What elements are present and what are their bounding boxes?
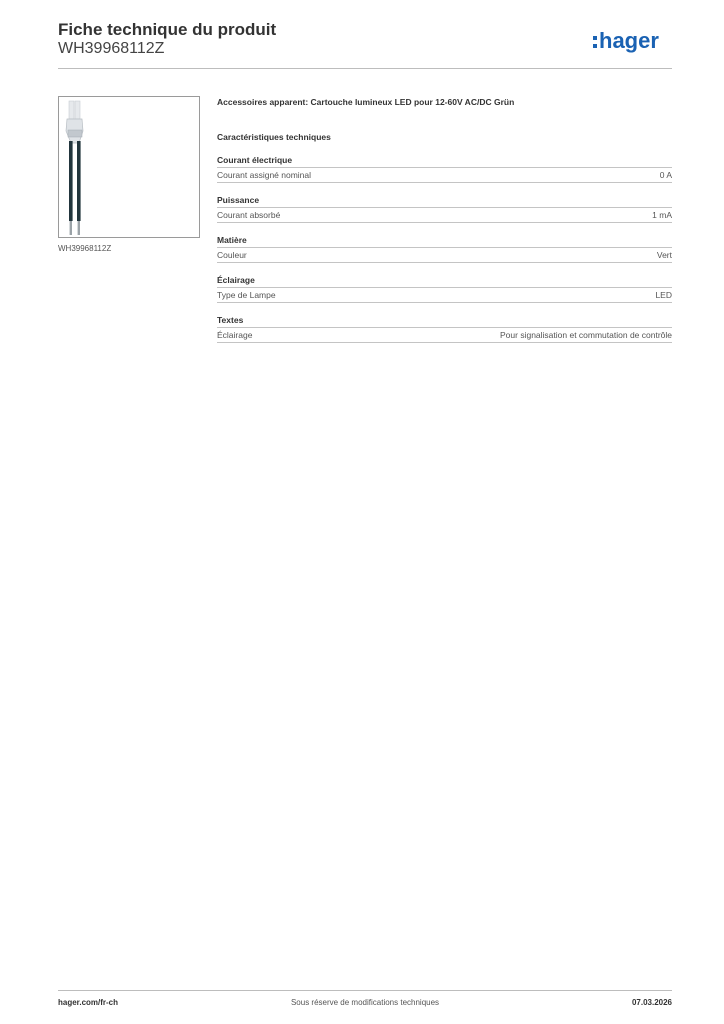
spec-value: LED <box>655 290 672 300</box>
logo-dot-bottom <box>593 44 597 48</box>
footer-divider <box>58 990 672 991</box>
footer-website-link[interactable]: hager.com/fr-ch <box>58 998 119 1007</box>
spec-row <box>217 168 672 183</box>
hager-logo <box>591 26 675 56</box>
spec-value: 1 mA <box>652 210 672 220</box>
spec-group-title: Courant électrique <box>217 155 672 168</box>
spec-label: Courant absorbé <box>217 210 281 220</box>
spec-row <box>217 288 672 303</box>
product-image <box>58 96 200 238</box>
section-title: Caractéristiques techniques <box>217 132 331 142</box>
spec-group-textes <box>217 315 672 343</box>
footer-date: 07.03.2026 <box>631 998 672 1007</box>
header-divider <box>58 68 672 69</box>
page-title: Fiche technique du produit <box>58 20 277 39</box>
spec-row <box>217 208 672 223</box>
spec-label: Courant assigné nominal <box>217 170 312 180</box>
spec-label: Type de Lampe <box>217 290 276 300</box>
product-details <box>217 96 672 343</box>
spec-group-title: Textes <box>217 315 672 328</box>
spec-row <box>217 328 672 343</box>
spec-group-title: Matière <box>217 235 672 248</box>
logo-text: hager <box>599 28 659 53</box>
spec-group-matiere <box>217 235 672 263</box>
footer-disclaimer: Sous réserve de modifications techniques <box>290 998 440 1007</box>
spec-group-puissance <box>217 195 672 223</box>
spec-row <box>217 248 672 263</box>
product-description: Accessoires apparent: Cartouche lumineux LED pour 12-60V AC/DC Grün <box>217 97 515 107</box>
image-caption: WH39968112Z <box>58 244 112 253</box>
spec-value: Pour signalisation et commutation de contrôle <box>500 330 672 340</box>
spec-value: Vert <box>656 250 672 260</box>
spec-group-eclairage <box>217 275 672 303</box>
spec-value: 0 A <box>659 170 672 180</box>
spec-group-courant-electrique <box>217 155 672 183</box>
spec-group-title: Puissance <box>217 195 672 208</box>
logo-dot-top <box>593 36 597 40</box>
spec-group-title: Éclairage <box>217 275 672 288</box>
spec-label: Éclairage <box>217 330 253 340</box>
spec-label: Couleur <box>217 250 247 260</box>
product-code: WH39968112Z <box>58 40 165 57</box>
led-cartridge-icon <box>59 97 201 239</box>
